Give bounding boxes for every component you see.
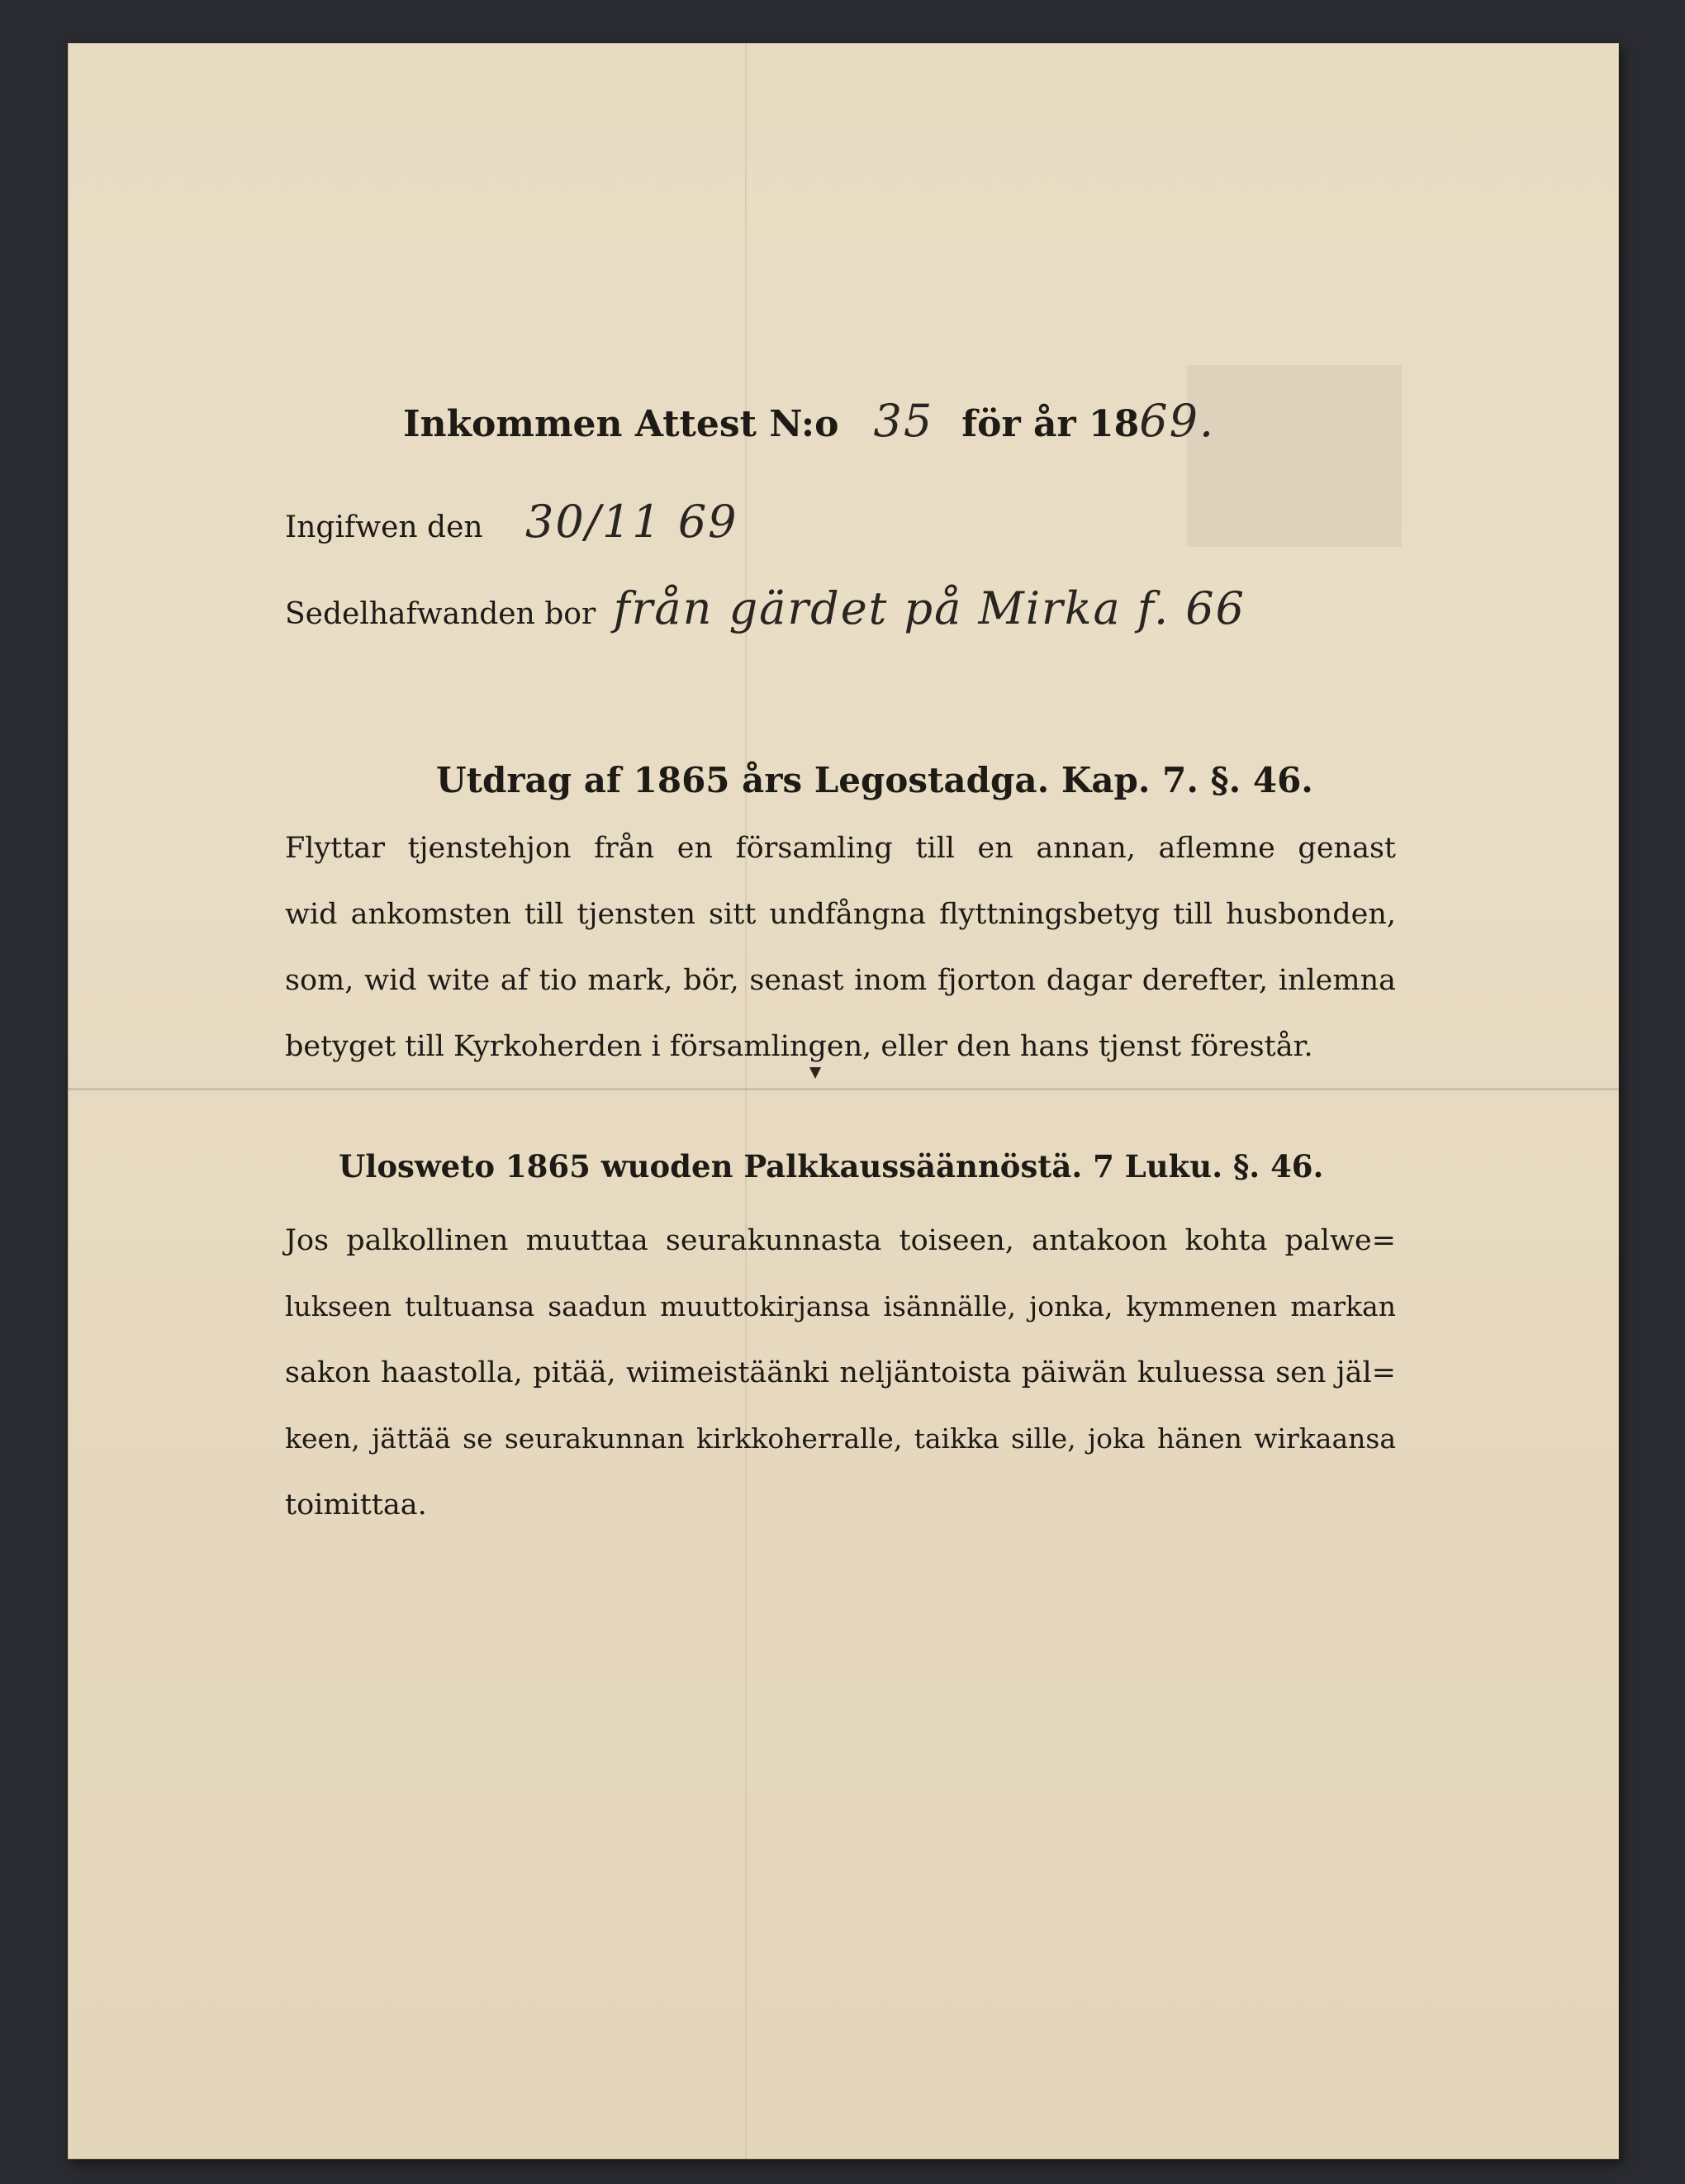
stamp-shadow [1187, 365, 1402, 547]
submitted-label: Ingifwen den [285, 510, 483, 544]
residence-label: Sedelhafwanden bor [285, 597, 596, 631]
paragraph-line: lukseen tultuansa saadun muuttokirjansa isännälle, jonka, kymmenen markan [285, 1290, 1396, 1322]
swedish-heading: Utdrag af 1865 års Legostadga. Kap. 7. §. 46. [436, 760, 1313, 800]
paragraph-line: sakon haastolla, pitää, wiimeistäänki neljäntoista päiwän kuluessa sen jäl= [285, 1356, 1396, 1389]
finnish-heading: Ulosweto 1865 wuoden Palkkaussäännöstä. 7 Luku. §. 46. [339, 1148, 1324, 1185]
certificate-number: 35 [873, 395, 934, 447]
title-prefix: Inkommen Attest N:o [403, 403, 839, 445]
paragraph-line: som, wid wite af tio mark, bör, senast inom fjorton dagar derefter, inlemna [285, 964, 1396, 997]
submitted-value: 30/11 69 [525, 496, 738, 548]
submitted-row [285, 496, 738, 548]
vertical-fold [745, 43, 747, 2159]
year-suffix: 69. [1139, 395, 1216, 447]
paragraph-line: keen, jättää se seurakunnan kirkkoherralle, taikka sille, joka hänen wirkaansa [285, 1422, 1396, 1455]
horizontal-fold [68, 1088, 1619, 1090]
paragraph-line: Jos palkollinen muuttaa seurakunnasta toiseen, antakoon kohta palwe= [285, 1224, 1396, 1257]
year-label: för år 18 [961, 403, 1140, 445]
paragraph-line: toimittaa. [285, 1488, 427, 1522]
paragraph-line: betyget till Kyrkoherden i församlingen, eller den hans tjenst förestår. [285, 1030, 1313, 1063]
paragraph-line: Flyttar tjenstehjon från en församling till en annan, aflemne genast [285, 832, 1396, 865]
paragraph-line: wid ankomsten till tjensten sitt undfångna flyttningsbetyg till husbonden, [285, 898, 1396, 931]
residence-row [285, 582, 1246, 634]
certificate-title [403, 395, 1215, 447]
document-sheet [68, 43, 1619, 2159]
caret-mark [809, 1067, 821, 1079]
residence-value: från gärdet på Mirka f. 66 [613, 582, 1246, 634]
